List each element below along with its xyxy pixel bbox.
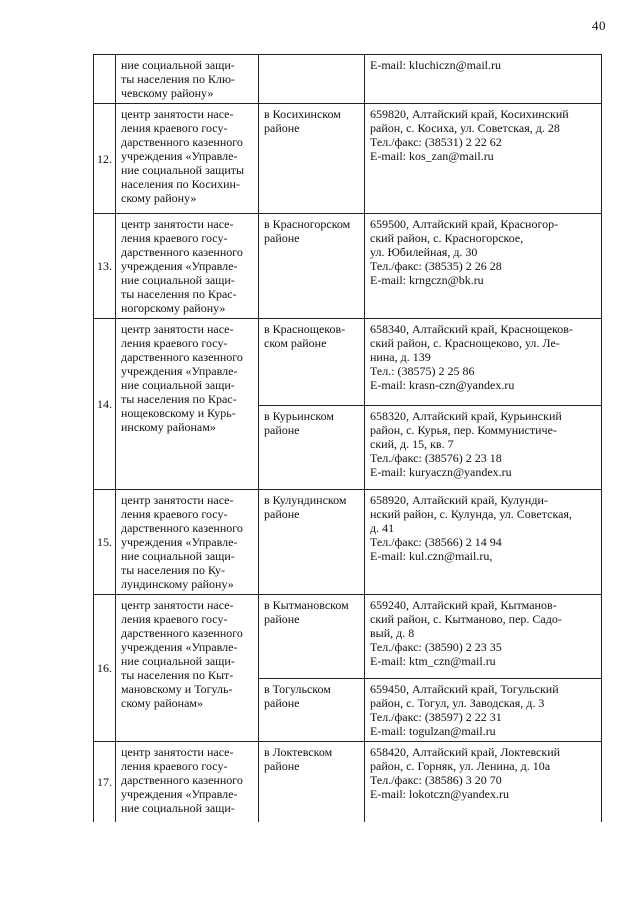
contact-details: 659450, Алтайский край, Тогульский район, с. Тогул, ул. Заводская, д. 3 Тел./факс: (38597) 2 22 31 E-mail: togulzan@mail.ru <box>365 679 602 742</box>
employment-centers-table <box>93 54 602 822</box>
organization-name: центр занятости насе- ления краевого госу- дарственного казенного учреждения «Управле- ние социальной защи- ты населения по Крас- ногорскому району» <box>116 214 259 319</box>
organization-name: центр занятости насе- ления краевого госу- дарственного казенного учреждения «Управле- ние социальной защи- <box>116 742 259 822</box>
contact-details: E-mail: kluchiczn@mail.ru <box>365 55 602 104</box>
row-number: 12. <box>94 104 116 214</box>
organization-name: ние социальной защи- ты населения по Клю- чевскому району» <box>116 55 259 104</box>
table-row <box>94 319 602 406</box>
district-name <box>259 55 365 104</box>
table-row <box>94 595 602 679</box>
contact-details: 658340, Алтайский край, Краснощеков- ский район, с. Краснощеково, ул. Ле- нина, д. 139 Тел.: (38575) 2 25 86 E-mail: krasn-czn@yandex.ru <box>365 319 602 406</box>
table-row <box>94 55 602 104</box>
district-name: в Локтевском районе <box>259 742 365 822</box>
contact-details: 659240, Алтайский край, Кытманов- ский район, с. Кытманово, пер. Садо- вый, д. 8 Тел./факс: (38590) 2 23 35 E-mail: ktm_czn@mail.ru <box>365 595 602 679</box>
contact-details: 658320, Алтайский край, Курьинский район, с. Курья, пер. Коммунистиче- ский, д. 15, кв. 7 Тел./факс: (38576) 2 23 18 E-mail: kuryaczn@yandex.ru <box>365 406 602 490</box>
district-name: в Косихинском районе <box>259 104 365 214</box>
table-row <box>94 742 602 822</box>
contact-details: 659820, Алтайский край, Косихинский район, с. Косиха, ул. Советская, д. 28 Тел./факс: (38531) 2 22 62 E-mail: kos_zan@mail.ru <box>365 104 602 214</box>
page-number: 40 <box>592 18 606 33</box>
row-number: 13. <box>94 214 116 319</box>
district-name: в Красногорском районе <box>259 214 365 319</box>
table-row <box>94 104 602 214</box>
district-name: в Кулундинском районе <box>259 490 365 595</box>
contact-details: 658920, Алтайский край, Кулунди- нский район, с. Кулунда, ул. Советская, д. 41 Тел./факс: (38566) 2 14 94 E-mail: kul.czn@mail.ru, <box>365 490 602 595</box>
row-number: 16. <box>94 595 116 742</box>
organization-name: центр занятости насе- ления краевого госу- дарственного казенного учреждения «Управле- ние социальной защиты населения по Косихин- скому району» <box>116 104 259 214</box>
row-number: 15. <box>94 490 116 595</box>
contact-details: 658420, Алтайский край, Локтевский район, с. Горняк, ул. Ленина, д. 10а Тел./факс: (38586) 3 20 70 E-mail: lokotczn@yandex.ru <box>365 742 602 822</box>
table-row <box>94 490 602 595</box>
organization-name: центр занятости насе- ления краевого госу- дарственного казенного учреждения «Управле- ние социальной защи- ты населения по Крас- нощековскому и Курь- инскому районам» <box>116 319 259 490</box>
district-name: в Кытмановском районе <box>259 595 365 679</box>
row-number <box>94 55 116 104</box>
district-name: в Тогульском районе <box>259 679 365 742</box>
row-number: 17. <box>94 742 116 822</box>
organization-name: центр занятости насе- ления краевого госу- дарственного казенного учреждения «Управле- ние социальной защи- ты населения по Кыт- мановскому и Тогуль- скому районам» <box>116 595 259 742</box>
district-name: в Курьинском районе <box>259 406 365 490</box>
row-number: 14. <box>94 319 116 490</box>
organization-name: центр занятости насе- ления краевого госу- дарственного казенного учреждения «Управле- ние социальной защи- ты населения по Ку- лундинскому району» <box>116 490 259 595</box>
district-name: в Краснощеков- ском районе <box>259 319 365 406</box>
contact-details: 659500, Алтайский край, Красногор- ский район, с. Красногорское, ул. Юбилейная, д. 30 Тел./факс: (38535) 2 26 28 E-mail: krngczn@bk.ru <box>365 214 602 319</box>
table-row <box>94 214 602 319</box>
